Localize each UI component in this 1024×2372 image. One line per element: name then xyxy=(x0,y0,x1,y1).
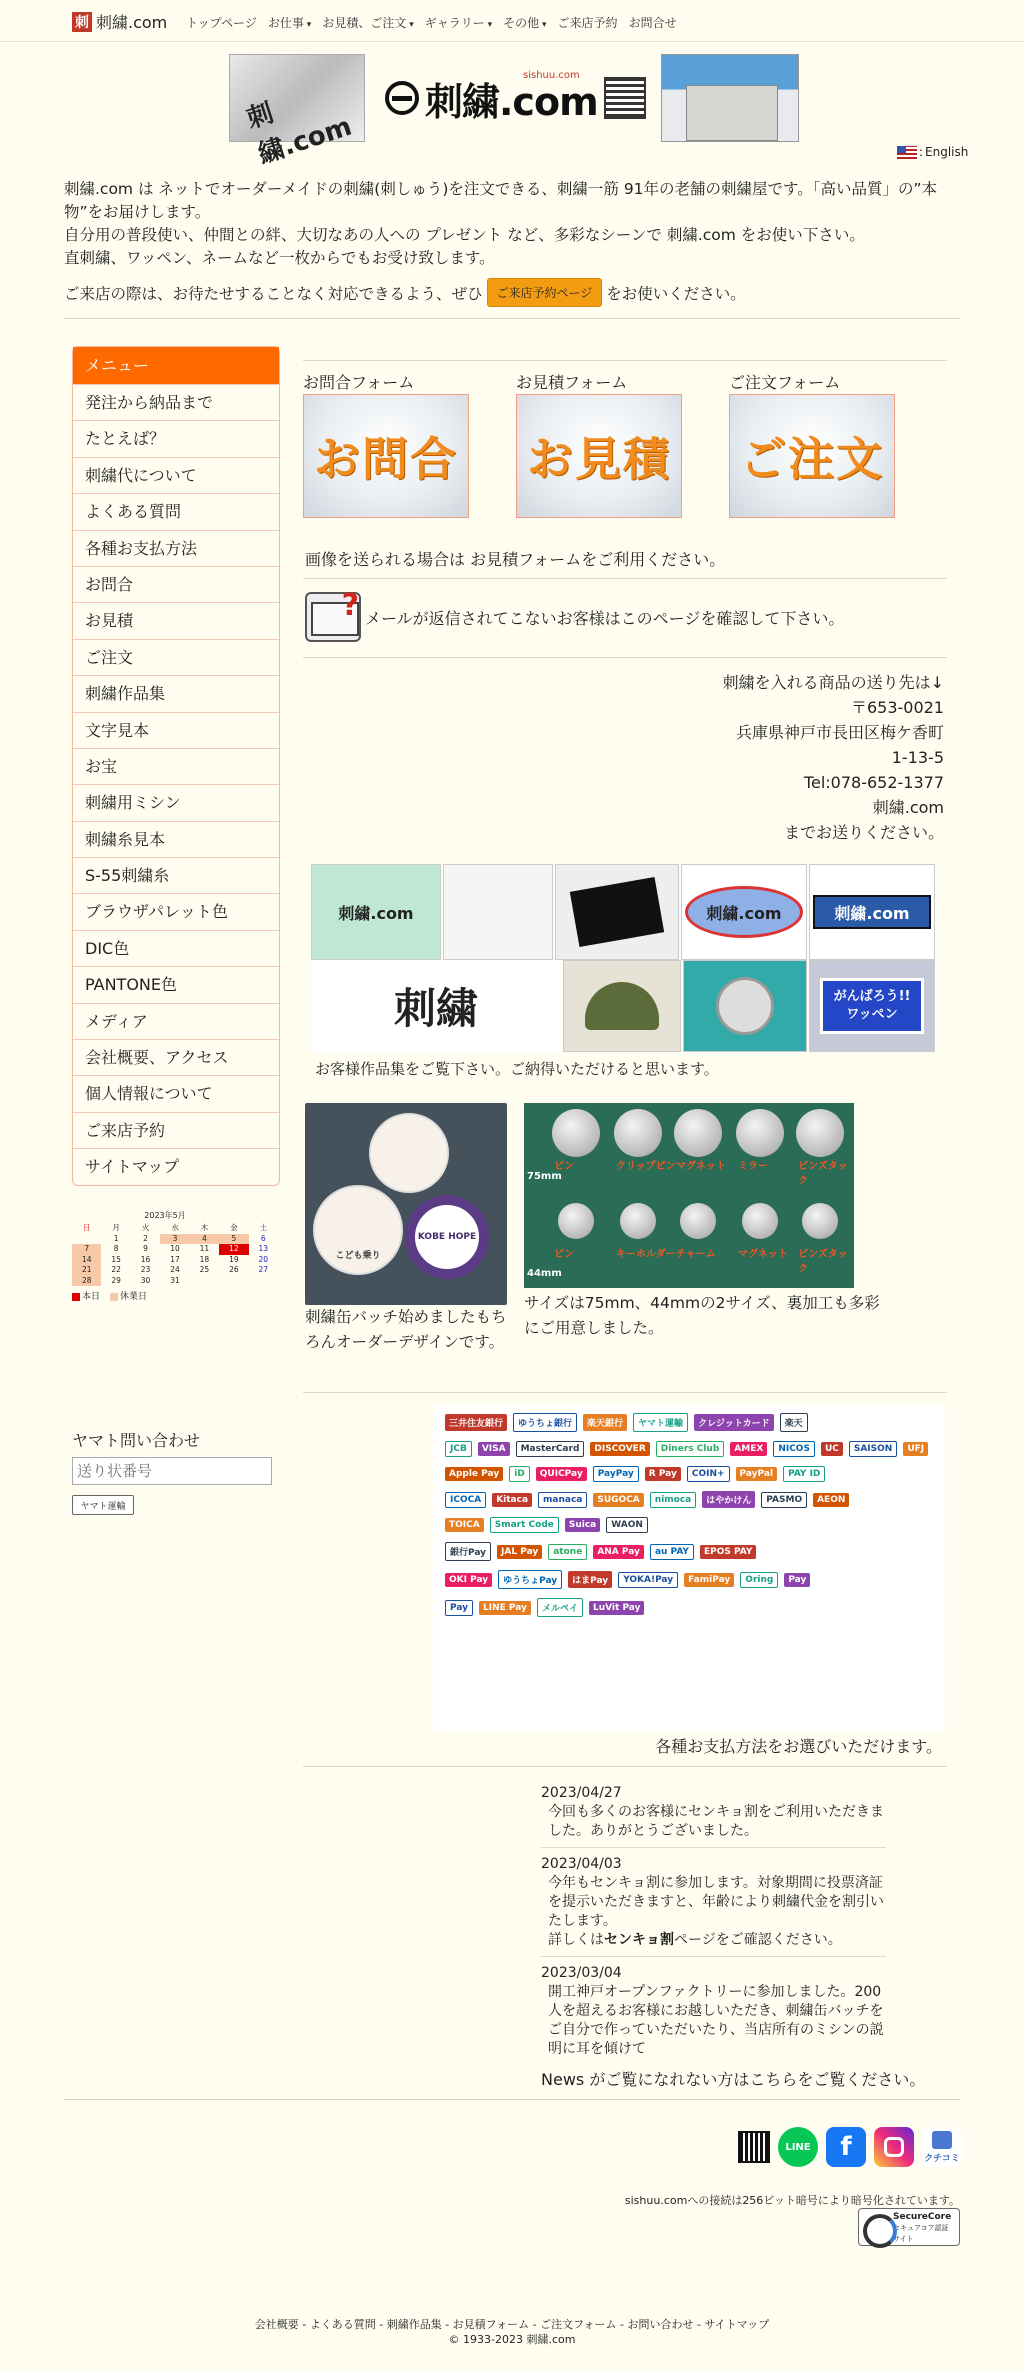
pin-type-label: マグネット xyxy=(738,1249,788,1260)
pin-sample-75 xyxy=(674,1109,722,1157)
payment-logo: JAL Pay xyxy=(497,1545,542,1559)
sidebar-menu xyxy=(72,346,280,1186)
logo-mark-icon xyxy=(385,81,419,115)
payment-logo-row xyxy=(445,1598,933,1617)
contact-form-link[interactable]: お問合フォーム お問合 xyxy=(303,370,469,518)
payment-logo: NICOS xyxy=(773,1441,815,1457)
payment-logo-row xyxy=(445,1491,933,1508)
sidebar-item[interactable]: PANTONE色 xyxy=(73,966,279,1002)
payment-logo: MasterCard xyxy=(516,1441,585,1457)
calendar-day: 26 xyxy=(229,1265,239,1274)
works-gallery-link[interactable] xyxy=(311,864,935,1054)
payment-logo: Kitaca xyxy=(492,1493,532,1507)
payment-logo: ゆうちょPay xyxy=(498,1570,562,1589)
sidebar-item[interactable]: メディア xyxy=(73,1003,279,1039)
payment-logo: クレジットカード xyxy=(694,1414,774,1431)
payment-logo: SUGOCA xyxy=(593,1493,643,1507)
payment-logo: COIN+ xyxy=(687,1466,730,1482)
sidebar-item[interactable]: 文字見本 xyxy=(73,712,279,748)
sidebar-item[interactable]: お宝 xyxy=(73,748,279,784)
senkyo-link[interactable]: センキョ割 xyxy=(604,1932,674,1948)
payment-logo: Suica xyxy=(565,1518,600,1532)
instagram-icon[interactable] xyxy=(874,2127,914,2167)
order-form-link[interactable]: ご注文フォーム ご注文 xyxy=(729,370,895,518)
payment-logo: YOKA!Pay xyxy=(618,1572,678,1588)
banner-photo-embroidery: 刺繍.com xyxy=(229,54,365,142)
pins-caption: サイズは75mm、44mmの2サイズ、裏加工も多彩にご用意しました。 xyxy=(524,1294,880,1337)
payment-logo: 銀行Pay xyxy=(445,1542,491,1561)
pin-sample-44 xyxy=(680,1203,716,1239)
calendar-legend: 本日 休業日 xyxy=(72,1289,278,1302)
sidebar-item[interactable]: お見積 xyxy=(73,602,279,638)
order-form-image[interactable]: ご注文 xyxy=(729,394,895,518)
calendar-grid xyxy=(72,1223,278,1286)
payment-logo: LuVit Pay xyxy=(589,1601,645,1615)
calendar-day: 12 xyxy=(219,1244,248,1255)
payment-logo: ヤマト運輸 xyxy=(633,1413,688,1432)
sidebar-item[interactable]: DIC色 xyxy=(73,930,279,966)
calendar-day: 1 xyxy=(113,1233,119,1243)
payment-caption: 各種お支払方法をお選びいただけます。 xyxy=(655,1737,942,1756)
payment-logo: iD xyxy=(509,1466,530,1482)
calendar-day: 9 xyxy=(143,1244,148,1253)
nav-item-work[interactable]: お仕事 ▾ xyxy=(268,14,311,31)
calendar-day xyxy=(219,1276,248,1287)
work-badge-photo xyxy=(683,960,807,1052)
payment-logo: Smart Code xyxy=(490,1517,559,1533)
pin-sample-75 xyxy=(736,1109,784,1157)
calendar-day: 14 xyxy=(72,1255,101,1266)
payment-logo: SAISON xyxy=(849,1441,897,1457)
badge-kobe-hope: KOBE HOPE xyxy=(405,1195,489,1279)
yamato-title: ヤマト問い合わせ xyxy=(72,1431,201,1450)
nav-item-other[interactable]: その他 ▾ xyxy=(503,14,546,31)
nav-menu xyxy=(186,14,677,31)
work-tshirt-photo xyxy=(443,864,553,960)
calendar-weekday: 日 xyxy=(82,1223,91,1232)
calendar-day: 24 xyxy=(170,1265,180,1274)
pin-type-label: チャーム xyxy=(676,1249,716,1260)
sidebar-header: メニュー xyxy=(73,347,279,384)
calendar-day: 5 xyxy=(219,1234,248,1245)
payment-logo: ICOCA xyxy=(445,1492,486,1508)
calendar-day: 7 xyxy=(72,1244,101,1255)
payment-logo-row xyxy=(445,1441,933,1457)
payment-logo: UC xyxy=(821,1442,843,1456)
calendar-day: 27 xyxy=(258,1265,269,1274)
calendar-day: 16 xyxy=(140,1254,151,1264)
kuchikomi-icon[interactable]: クチコミ xyxy=(922,2127,962,2167)
sidebar-item[interactable]: 刺繍糸見本 xyxy=(73,821,279,857)
brand-link[interactable] xyxy=(72,10,167,33)
qr-code-icon xyxy=(604,77,646,119)
brand-logo-icon: 刺 xyxy=(72,12,92,32)
payment-logo: Oring xyxy=(740,1572,778,1588)
sidebar-item[interactable]: お問合 xyxy=(73,566,279,602)
pin-type-label: クリップピン xyxy=(616,1161,676,1172)
visit-reservation-button[interactable]: ご来店予約ページ xyxy=(487,278,603,307)
calendar-day: 28 xyxy=(72,1276,101,1287)
badge-baby xyxy=(369,1113,449,1193)
payment-logo: AMEX xyxy=(730,1442,767,1456)
pin-type-label: ピンズタック xyxy=(798,1249,848,1275)
calendar-day xyxy=(190,1276,219,1287)
work-patch2-photo: 刺繍.com xyxy=(809,864,935,960)
visit-line: ご来店の際は、お待たせすることなく対応できるよう、ぜひ ご来店予約ページ をお使いください。 xyxy=(64,278,746,307)
can-badge-photo[interactable] xyxy=(305,1103,507,1305)
brand-name: 刺繍.com xyxy=(96,13,168,32)
divider xyxy=(303,360,947,361)
payment-logo: QUICPay xyxy=(536,1467,587,1481)
calendar-weekday: 木 xyxy=(200,1223,209,1232)
calendar-day: 17 xyxy=(170,1254,180,1264)
calendar-day: 30 xyxy=(140,1275,151,1285)
yamato-tracking xyxy=(72,1428,282,1515)
calendar-day: 13 xyxy=(258,1244,269,1253)
payment-logo-row xyxy=(445,1413,933,1432)
mail-note-link[interactable]: メールが返信されてこないお客様はこのページを確認して下さい。 xyxy=(365,609,845,628)
pin-sample-44 xyxy=(620,1203,656,1239)
sidebar-item[interactable]: 個人情報について xyxy=(73,1075,279,1111)
payment-logo: UFJ xyxy=(903,1442,928,1456)
line-icon[interactable]: LINE xyxy=(778,2127,818,2167)
work-wappen-photo: がんばろう!! ワッペン xyxy=(809,960,935,1052)
tracking-number-input[interactable] xyxy=(72,1457,272,1485)
business-calendar xyxy=(72,1210,278,1302)
sidebar-item[interactable]: 会社概要、アクセス xyxy=(73,1039,279,1075)
calendar-weekday: 土 xyxy=(259,1223,268,1232)
payment-logo-row xyxy=(445,1517,933,1533)
image-note: 画像を送られる場合は お見積フォームをご利用ください。 xyxy=(305,550,726,569)
payment-logo: ゆうちょ銀行 xyxy=(513,1413,577,1432)
calendar-weekday: 月 xyxy=(112,1223,120,1232)
banner-photo-shop xyxy=(661,54,799,142)
shipping-address: 刺繍を入れる商品の送り先は↓ 〒653-0021 兵庫県神戸市長田区梅ケ香町 1-13-5 Tel:078-652-1377 刺繍.com までお送りください。 xyxy=(722,673,944,842)
sidebar-item[interactable]: 各種お支払方法 xyxy=(73,530,279,566)
payment-logo: VISA xyxy=(478,1442,510,1456)
pin-sample-44 xyxy=(802,1203,838,1239)
calendar-day: 6 xyxy=(260,1233,266,1243)
calendar-day: 18 xyxy=(199,1254,210,1264)
nav-item-gallery[interactable]: ギャラリー ▾ xyxy=(425,14,492,31)
payment-logo: R Pay xyxy=(645,1467,681,1481)
calendar-day: 20 xyxy=(258,1254,269,1264)
calendar-day: 31 xyxy=(170,1275,180,1285)
sidebar-item[interactable]: 刺繍代について xyxy=(73,457,279,493)
yamato-submit-button[interactable]: ヤマト運輸 xyxy=(72,1495,134,1515)
sidebar-item[interactable]: ご注文 xyxy=(73,639,279,675)
badge-kids: こども乗り xyxy=(313,1185,403,1275)
payment-logo: EPOS PAY xyxy=(700,1545,756,1559)
payment-logo: はまPay xyxy=(568,1571,612,1588)
nav-item-estimate-order[interactable]: お見積、ご注文 ▾ xyxy=(322,14,413,31)
work-wristband-photo xyxy=(555,864,679,960)
banner-title: 刺繍.com xyxy=(425,79,598,124)
pin-type-label: キーホルダー xyxy=(616,1249,676,1260)
payment-logo: atone xyxy=(548,1544,587,1560)
calendar-day: 23 xyxy=(140,1265,151,1274)
calendar-day: 10 xyxy=(170,1244,180,1253)
news-more-link[interactable]: News がご覧になれない方はこちらをご覧ください。 xyxy=(541,2070,926,2089)
sidebar-item[interactable]: 刺繍作品集 xyxy=(73,675,279,711)
payment-logo-row xyxy=(445,1570,933,1589)
payment-logo-row xyxy=(445,1466,933,1482)
calendar-day: 21 xyxy=(72,1265,101,1276)
payment-logo: PAY ID xyxy=(783,1466,825,1482)
copyright: © 1933-2023 刺繍.com xyxy=(448,2333,576,2346)
calendar-title: 2023年5月 xyxy=(144,1211,186,1220)
payment-logo: manaca xyxy=(538,1492,587,1508)
mail-question-icon[interactable] xyxy=(305,592,361,642)
divider xyxy=(303,657,947,658)
payment-logo: au PAY xyxy=(650,1544,694,1560)
pin-type-label: マグネット xyxy=(676,1161,726,1172)
calendar-day: 3 xyxy=(160,1234,189,1245)
calendar-day xyxy=(249,1276,278,1287)
payment-logo: AEON xyxy=(813,1493,849,1507)
contact-form-image[interactable]: お問合 xyxy=(303,394,469,518)
us-flag-icon xyxy=(897,146,917,159)
pin-sample-75 xyxy=(796,1109,844,1157)
sidebar-item[interactable]: 発注から納品まで xyxy=(73,384,279,420)
payment-logo: LINE Pay xyxy=(479,1601,531,1615)
sidebar-item[interactable]: よくある質問 xyxy=(73,493,279,529)
payment-logo: PayPal xyxy=(736,1467,778,1481)
divider xyxy=(303,1766,947,1767)
news-item: 2023/04/27 今回も多くのお客様にセンキョ割をご利用いただきました。ありがとうございました。 xyxy=(541,1783,886,1848)
payment-logo: Pay xyxy=(784,1573,810,1587)
payment-logo: nimoca xyxy=(650,1492,696,1508)
works-caption: お客様作品集をご覧下さい。ご納得いただけると思います。 xyxy=(315,1060,719,1078)
payment-logo: JCB xyxy=(445,1441,472,1457)
calendar-day: 15 xyxy=(111,1254,121,1264)
footer xyxy=(0,2317,1024,2347)
work-logo-embroidery: 刺繍 xyxy=(311,960,561,1052)
payment-logo: FamiPay xyxy=(684,1573,734,1587)
nav-item-visit[interactable]: ご来店予約 xyxy=(557,16,618,30)
badge-caption: 刺繍缶バッチ始めましたもちろんオーダーデザインです。 xyxy=(305,1308,507,1351)
calendar-day xyxy=(72,1234,101,1245)
pin-sample-75 xyxy=(614,1109,662,1157)
pin-type-label: ミラー xyxy=(738,1161,768,1172)
form-links xyxy=(303,370,895,518)
payment-logo: PayPay xyxy=(593,1466,639,1482)
social-links xyxy=(738,2127,962,2167)
calendar-day: 2 xyxy=(143,1233,148,1243)
payment-logo: WAON xyxy=(606,1517,648,1533)
payment-logo: Pay xyxy=(445,1600,473,1616)
calendar-day: 8 xyxy=(113,1244,119,1253)
sidebar-item[interactable]: S-55刺繍糸 xyxy=(73,857,279,893)
intro-text: 刺繍.com は ネットでオーダーメイドの刺繍(刺しゅう)を注文できる、刺繍一筋 91年の老舗の刺繍屋です。「高い品質」の”本物”をお届けします。 自分用の普段使い、仲間との絆、大切なあの人への プレゼント など、多彩なシーンで 刺繍.com をお使い下さい。 直刺繍、ワッペン、ネームなど一枚からでもお受け致します。 xyxy=(64,180,938,267)
calendar-day: 19 xyxy=(229,1254,239,1264)
work-cap-photo xyxy=(563,960,681,1052)
facebook-icon[interactable]: f xyxy=(826,2127,866,2167)
sidebar-item[interactable]: ご来店予約 xyxy=(73,1112,279,1148)
payment-logo: Apple Pay xyxy=(445,1467,503,1481)
calendar-day: 22 xyxy=(111,1265,121,1274)
pin-type-label: ピンズタック xyxy=(798,1161,848,1187)
pin-sample-44 xyxy=(742,1203,778,1239)
calendar-day: 11 xyxy=(199,1244,210,1253)
calendar-day: 4 xyxy=(190,1234,219,1245)
payment-logo: 楽天 xyxy=(780,1413,808,1432)
calendar-weekday: 金 xyxy=(230,1223,238,1232)
payment-logo-row xyxy=(445,1542,933,1561)
payment-logo: メルペイ xyxy=(537,1598,583,1617)
line-qr-icon xyxy=(738,2131,770,2163)
estimate-form-image[interactable]: お見積 xyxy=(516,394,682,518)
payment-logo: Diners Club xyxy=(656,1441,725,1457)
divider xyxy=(64,318,960,319)
divider xyxy=(303,578,947,579)
pin-back-types-photo[interactable]: 75mm 44mm ピン クリップピン マグネット ミラー ピンズタック ピン キーホルダー チャーム マグネット ピンズタック xyxy=(524,1103,854,1288)
payment-methods-image xyxy=(433,1405,945,1731)
news-item: 2023/04/03 今年もセンキョ割に参加します。対象期間に投票済証を提示いただきますと、年齢により刺繍代金を割引いたします。 詳しくはセンキョ割ページをご確認ください。 xyxy=(541,1854,886,1957)
calendar-day: 29 xyxy=(111,1275,121,1285)
payment-logo: TOICA xyxy=(445,1518,484,1532)
payment-logo: 楽天銀行 xyxy=(583,1414,627,1431)
nav-item-contact[interactable]: お問合せ xyxy=(628,16,677,30)
sidebar-item[interactable]: 刺繍用ミシン xyxy=(73,784,279,820)
news-list xyxy=(541,1783,886,2057)
banner-domain: sishuu.com xyxy=(523,70,580,81)
calendar-weekday: 水 xyxy=(171,1223,179,1232)
calendar-day: 25 xyxy=(199,1265,210,1274)
payment-logo: DISCOVER xyxy=(590,1442,649,1456)
payment-logo: ANA Pay xyxy=(593,1545,644,1559)
securecore-badge[interactable]: SecureCore セキュアコア認証サイト xyxy=(858,2208,960,2246)
calendar-weekday: 火 xyxy=(141,1223,150,1232)
news-item: 2023/03/04 開工神戸オープンファクトリーに参加しました。200人を超えるお客様にお越しいただき、刺繍缶バッチをご自分で作っていただいたり、当店所有のミシンの説明に耳を傾けて xyxy=(541,1965,884,2057)
encryption-note: sishuu.comへの接続は256ビット暗号により暗号化されています。 xyxy=(624,2194,960,2207)
work-patch-photo: 刺繍.com xyxy=(681,864,807,960)
payment-logo: PASMO xyxy=(761,1492,807,1508)
english-link[interactable]: : English xyxy=(897,145,968,159)
header-banner xyxy=(229,52,799,170)
pin-type-label: ピン xyxy=(554,1161,574,1172)
nav-item-top[interactable]: トップページ xyxy=(186,16,257,30)
footer-links[interactable]: 会社概要 - よくある質問 - 刺繍作品集 - お見積フォーム - ご注文フォーム - お問い合わせ - サイトマップ xyxy=(254,2318,770,2331)
pin-type-label: ピン xyxy=(554,1249,574,1260)
divider xyxy=(64,2099,960,2100)
sidebar-item[interactable]: サイトマップ xyxy=(73,1148,279,1184)
divider xyxy=(303,1392,947,1393)
payment-logo: はやかけん xyxy=(702,1491,755,1508)
work-shirt-photo: 刺繍.com xyxy=(311,864,441,960)
pin-sample-75 xyxy=(552,1109,600,1157)
payment-logo: OKI Pay xyxy=(445,1573,492,1587)
sidebar-item[interactable]: たとえば？ xyxy=(73,420,279,456)
top-navbar xyxy=(0,0,1024,42)
pin-sample-44 xyxy=(558,1203,594,1239)
banner-logo xyxy=(373,68,653,128)
payment-logo: 三井住友銀行 xyxy=(445,1414,507,1431)
estimate-form-link[interactable]: お見積フォーム お見積 xyxy=(516,370,682,518)
sidebar-item[interactable]: ブラウザパレット色 xyxy=(73,893,279,929)
